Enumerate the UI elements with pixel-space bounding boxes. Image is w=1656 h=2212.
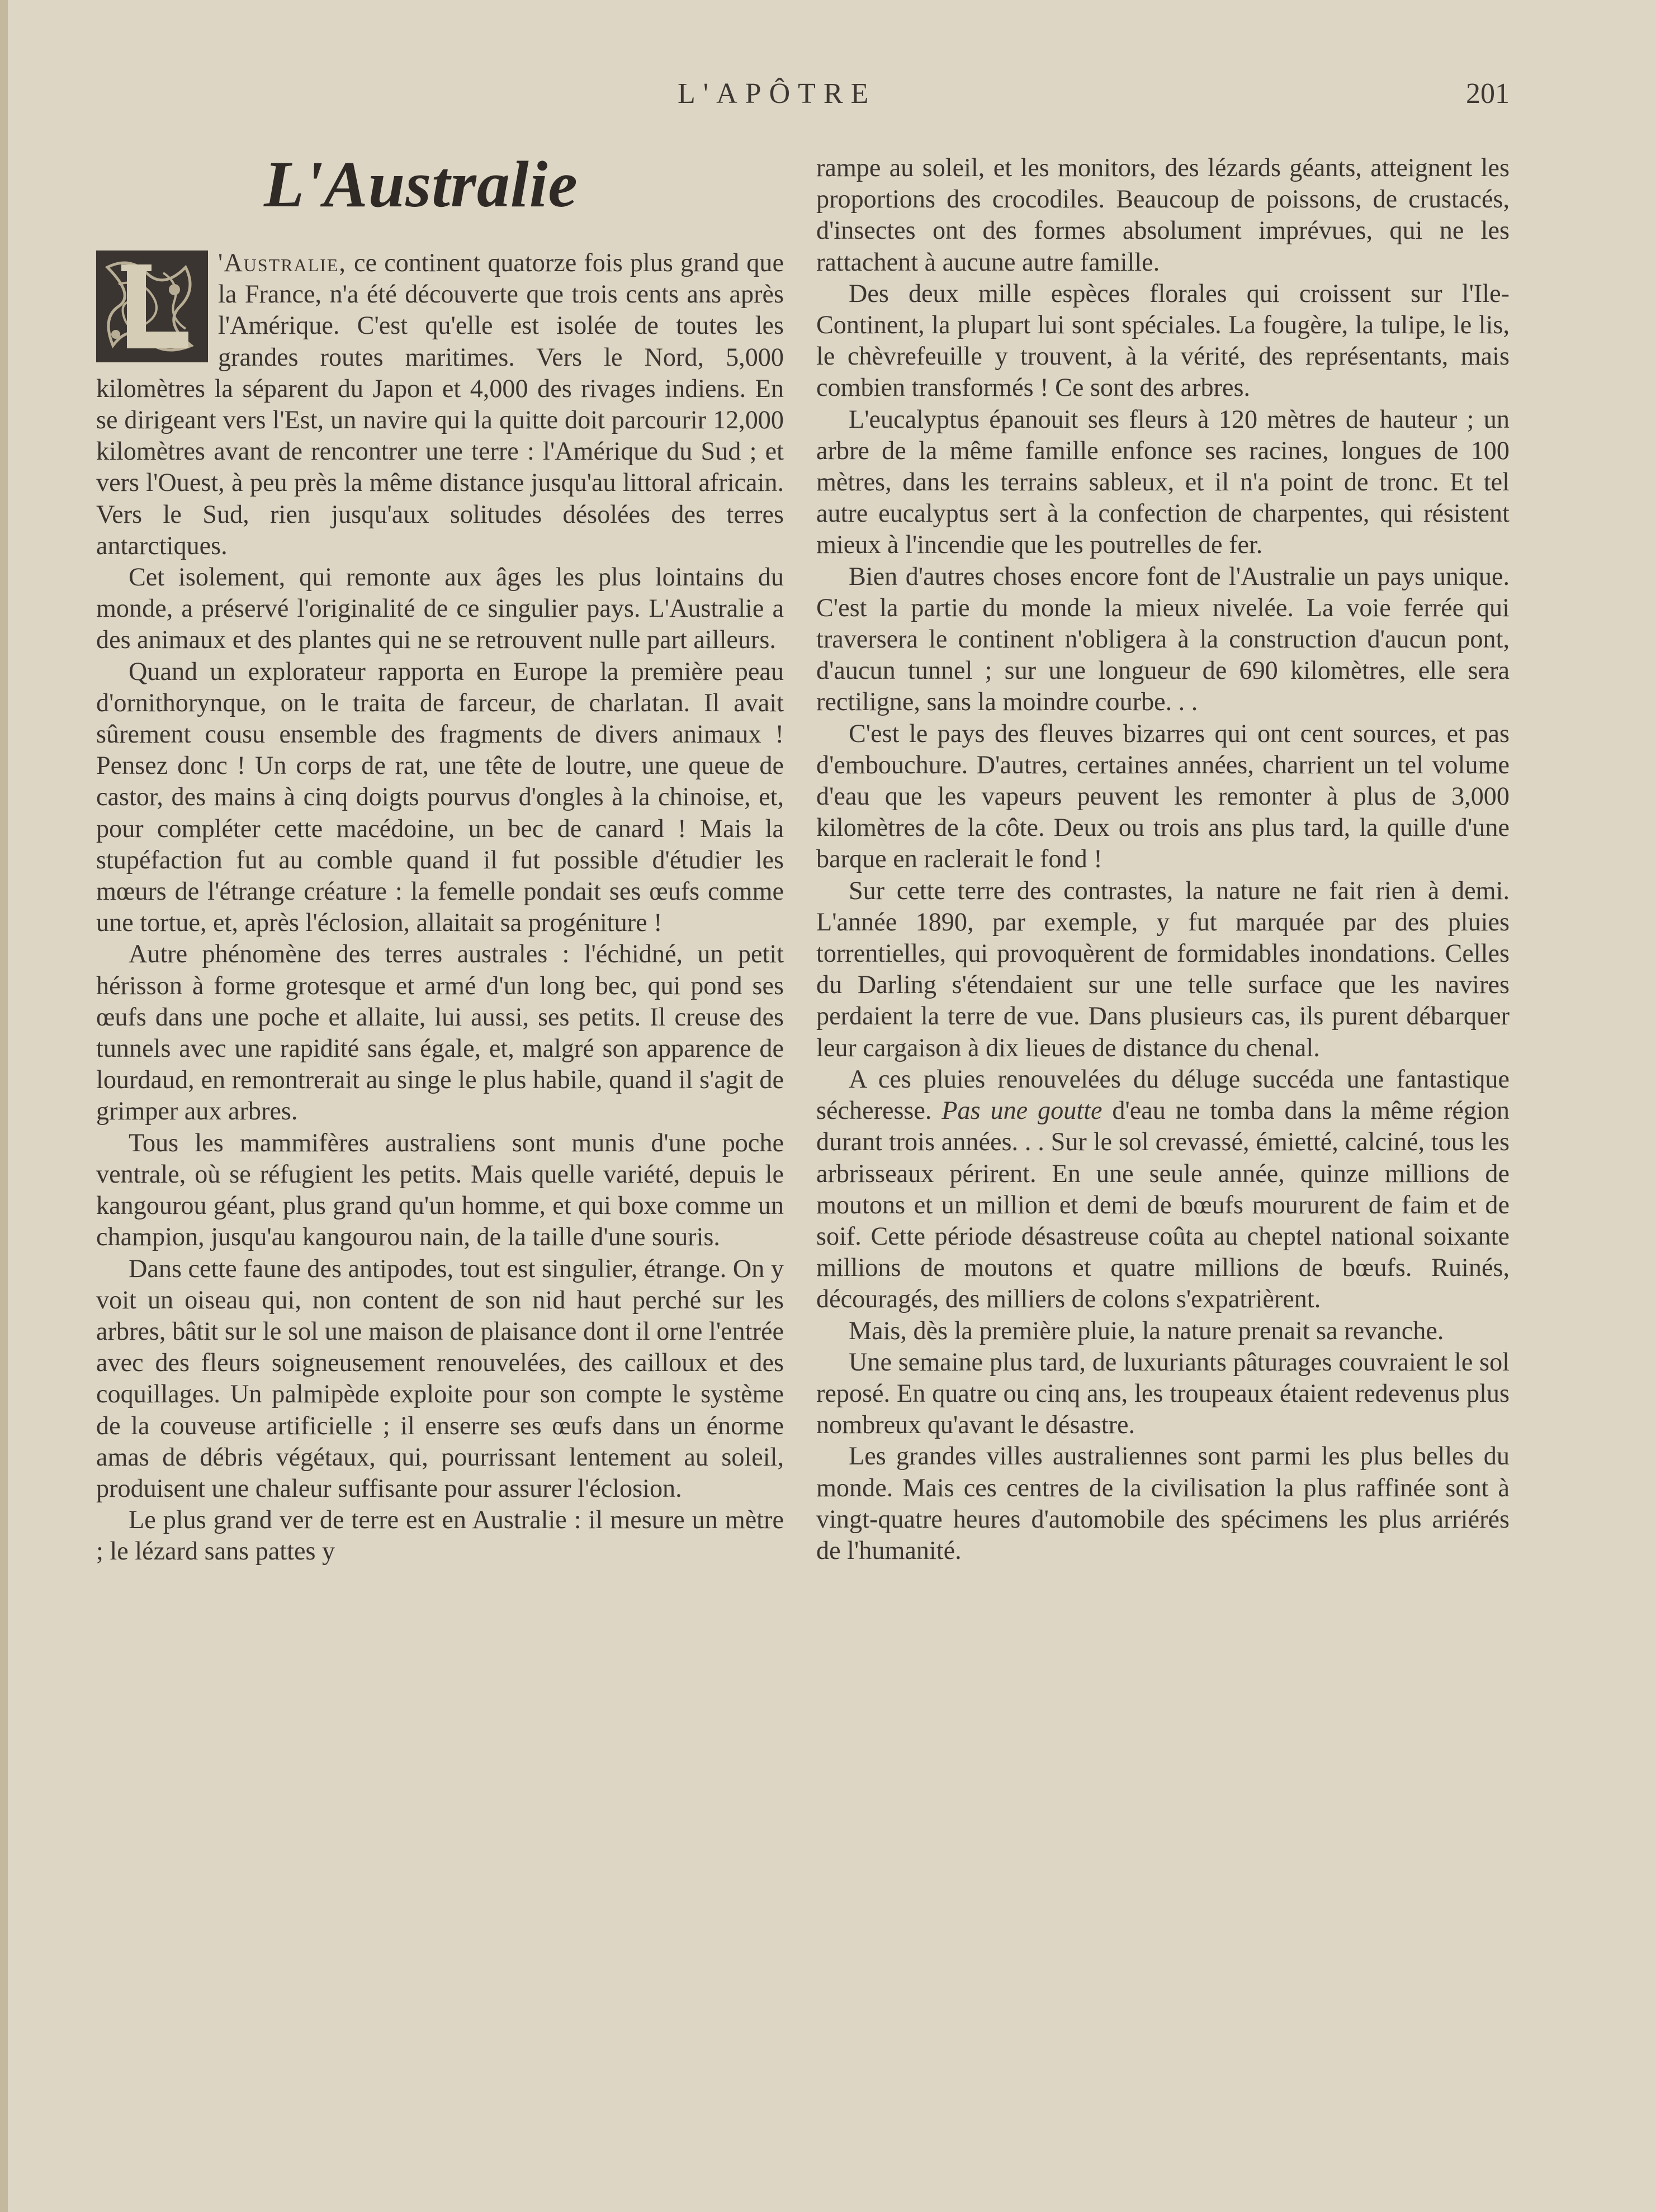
first-paragraph xyxy=(96,247,784,561)
paragraph: Dans cette faune des antipodes, tout est singulier, étrange. On y voit un oiseau qui, non content de son nid haut perché sur les arbres, bâtit sur le sol une maison de plaisance dont il orne l'entrée avec des fleurs soigneusement renouvelées, des cailloux et des coquillages. Un palmipède exploite pour son compte le système de la couveuse artificielle ; il enserre ses œufs dans un énorme amas de débris végétaux, qui, pourrissant lentement au soleil, produisent une chaleur suffisante pour assurer l'éclosion. xyxy=(96,1254,784,1502)
paragraph: Le plus grand ver de terre est en Australie : il mesure un mètre ; le lézard sans pattes y xyxy=(96,1505,784,1566)
paragraph: Les grandes villes australiennes sont parmi les plus belles du monde. Mais ces centres de la civilisation la plus raffinée sont à vingt-quatre heures d'automobile des spécimens les plus arriérés de l'humanité. xyxy=(816,1441,1510,1565)
paragraph: Sur cette terre des contrastes, la nature ne fait rien à demi. L'année 1890, par exemple, y fut marquée par des pluies torrentielles, qui provoquèrent de formidables inondations. Celles du Darling s'étendaient sur une telle surface que les navires perdaient la terre de vue. Dans plusieurs cas, ils purent débarquer leur cargaison à dix lieues de distance du chenal. xyxy=(816,876,1510,1062)
opening-text: ce continent quatorze fois plus grand que la France, n'a été découverte que trois cents ans après l'Amérique. C'est qu'elle est isolée de toutes les grandes routes maritimes. Vers le Nord, 5,000 kilomètres la séparent du Japon et 4,000 des rivages indiens. En se dirigeant vers l'Est, un navire qui la quitte doit parcourir 12,000 kilomètres avant de rencontrer une terre : l'Amérique du Sud ; et vers l'Ouest, à peu près la même distance jusqu'au littoral africain. Vers le Sud, rien jusqu'aux solitudes désolées des terres antarctiques. xyxy=(96,248,784,560)
paragraph: Bien d'autres choses encore font de l'Australie un pays unique. C'est la partie du monde la mieux nivelée. La voie ferrée qui traversera le continent n'obligera à la construction d'aucun pont, d'aucun tunnel ; sur une longueur de 690 kilomètres, elle sera rectiligne, sans la moindre courbe. . . xyxy=(816,561,1510,716)
page-number: 201 xyxy=(1466,78,1510,110)
paragraph: Mais, dès la première pluie, la nature prenait sa revanche. xyxy=(849,1316,1444,1345)
paragraph: Autre phénomène des terres australes : l'échidné, un petit hérisson à forme grotesque et armé d'un long bec, qui pond ses œufs dans une poche et allaite, lui aussi, ses petits. Il creuse des tunnels avec une rapidité sans égale, et, malgré son apparence de lourdaud, en remontrerait au singe le plus habile, quand il s'agit de grimper aux arbres. xyxy=(96,939,784,1126)
drought-text-italic: Pas une goutte xyxy=(941,1096,1103,1125)
drought-text-start: A ces pluies renouvelées du déluge succéda une fantastique sécheresse. xyxy=(816,1064,1510,1125)
paragraph: Tous les mammifères australiens sont munis d'une poche ventrale, où se réfugient les petits. Mais quelle variété, depuis le kangourou géant, plus grand qu'un homme, et qui boxe comme un champion, jusqu'au kangourou nain, de la taille d'une souris. xyxy=(96,1128,784,1251)
paragraph-drought xyxy=(816,1064,1510,1315)
right-column xyxy=(816,152,1510,1566)
paragraph: L'eucalyptus épanouit ses fleurs à 120 mètres de hauteur ; un arbre de la même famille enfonce ses racines, longues de 100 mètres, dans les terrains sableux, et il n'a point de tronc. Et tel autre eucalyptus sert à la confection de charpentes, qui résistent mieux à l'incendie que les poutrelles de fer. xyxy=(816,404,1510,559)
paragraph: C'est le pays des fleuves bizarres qui ont cent sources, et pas d'embouchure. D'autres, certaines années, charrient un tel volume d'eau que les vapeurs peuvent les remonter à plus de 3,000 kilomètres de la côte. Deux ou trois ans plus tard, la quille d'une barque en raclerait le fond ! xyxy=(816,719,1510,873)
drop-cap-ornament xyxy=(96,250,208,362)
paragraph: Quand un explorateur rapporta en Europe la première peau d'ornithorynque, on le traita de farceur, de charlatan. Il avait sûrement cousu ensemble des fragments de divers animaux ! Pensez donc ! Un corps de rat, une tête de loutre, une queue de castor, des mains à cinq doigts pourvus d'ongles à la chinoise, et, pour compléter cette macédoine, un bec de canard ! Mais la stupéfaction fut au comble quand il fut possible d'étudier les mœurs de l'étrange créature : la femelle pondait ses œufs comme une tortue, et, après l'éclosion, allaitait sa progéniture ! xyxy=(96,656,784,937)
paragraph: Une semaine plus tard, de luxuriants pâturages couvraient le sol reposé. En quatre ou cinq ans, les troupeaux étaient redevenus plus nombreux qu'avant le désastre. xyxy=(816,1347,1510,1439)
left-column xyxy=(96,247,784,1567)
page-spine-edge xyxy=(0,0,8,2212)
continued-paragraph: rampe au soleil, et les monitors, des lézards géants, atteignent les proportions des crocodiles. Beaucoup de poissons, de crustacés, d'insectes ont des formes absolument imprévues, qui ne les rattachent à aucune autre famille. xyxy=(816,153,1510,276)
paragraph: Cet isolement, qui remonte aux âges les plus lointains du monde, a préservé l'originalité de ce singulier pays. L'Australie a des animaux et des plantes qui ne se retrouvent nulle part ailleurs. xyxy=(96,563,784,654)
opening-smallcaps: 'Australie, xyxy=(218,248,347,277)
ornamental-letter-icon xyxy=(96,250,208,362)
drought-text-end: d'eau ne tomba dans la même région durant trois années. . . Sur le sol crevassé, émietté, calciné, tous les arbrisseaux périrent. En une seule année, quinze millions de moutons et un million et demi de bœufs moururent de faim et de soif. Cette période désastreuse coûta au cheptel national soixante millions de moutons et quatre millions de bœufs. Ruinés, découragés, des milliers de colons s'expatrièrent. xyxy=(816,1096,1510,1313)
running-head: L'APÔTRE xyxy=(678,78,877,110)
paragraph: Des deux mille espèces florales qui croissent sur l'Ile-Continent, la plupart lui sont spéciales. La fougère, la tulipe, le lis, le chèvrefeuille y trouvent, à la vérité, des représentants, mais combien transformés ! Ce sont des arbres. xyxy=(816,278,1510,402)
article-title: L'Australie xyxy=(264,148,578,221)
